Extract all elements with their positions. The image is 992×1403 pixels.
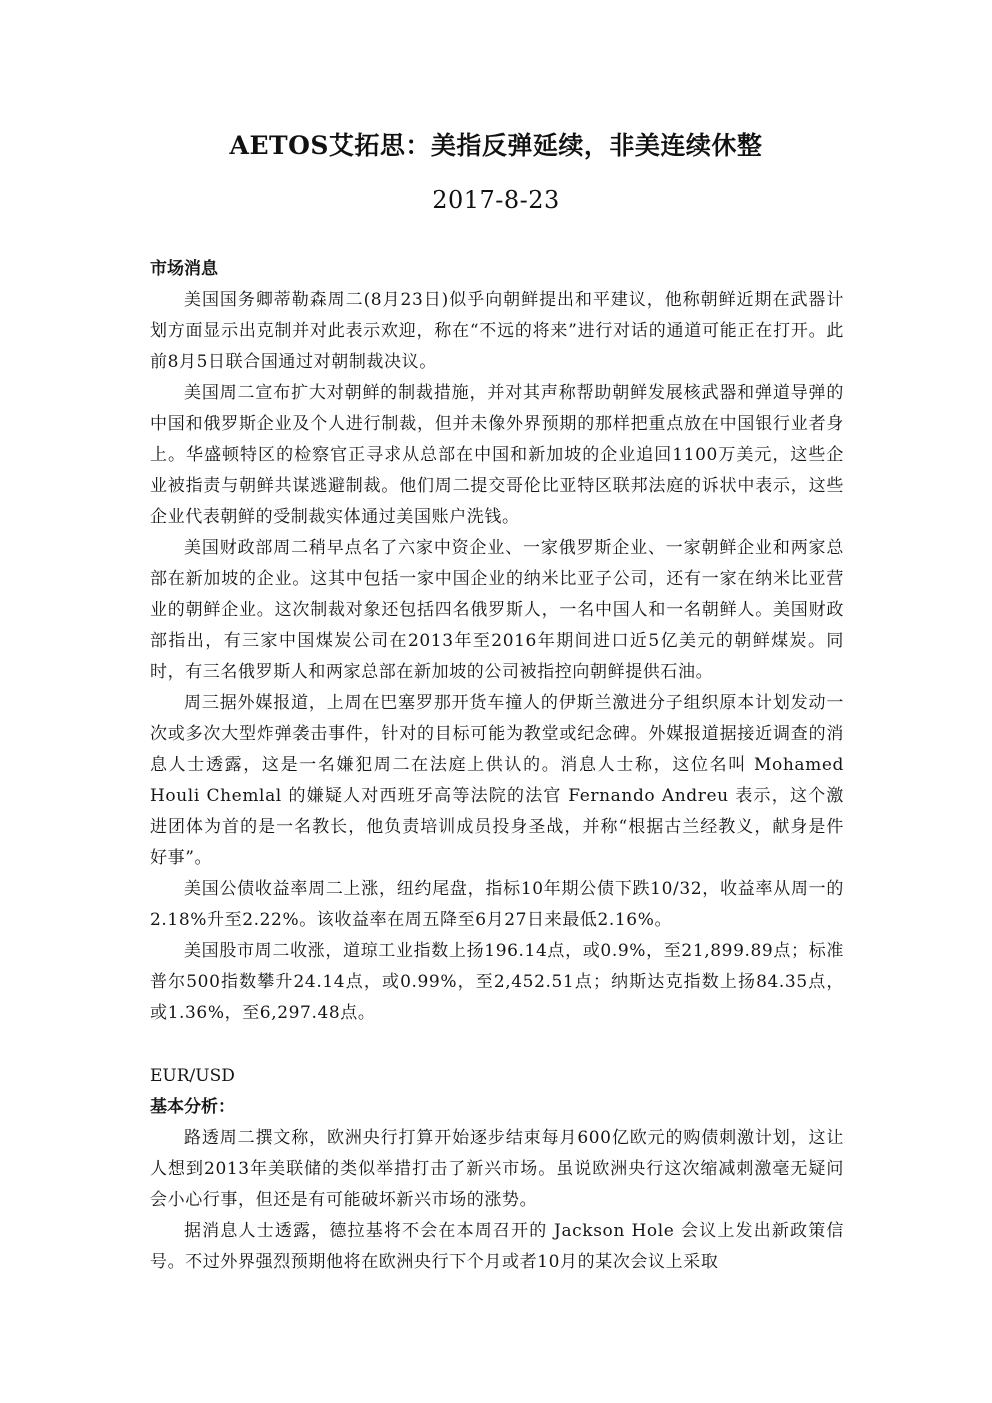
paragraph: 美国财政部周二稍早点名了六家中资企业、一家俄罗斯企业、一家朝鲜企业和两家总部在新加坡的企业。这其中包括一家中国企业的纳米比亚子公司，还有一家在纳米比亚营业的朝鲜企业。这次制裁对象还包括四名俄罗斯人，一名中国人和一名朝鲜人。美国财政部指出，有三家中国煤炭公司在2013年至2016年期间进口近5亿美元的朝鲜煤炭。同时，有三名俄罗斯人和两家总部在新加坡的公司被指控向朝鲜提供石油。 xyxy=(150,538,844,682)
paragraph: 美国公债收益率周二上涨，纽约尾盘，指标10年期公债下跌10/32，收益率从周一的2.18%升至2.22%。该收益率在周五降至6月27日来最低2.16%。 xyxy=(150,879,844,930)
paragraph: 美国股市周二收涨，道琼工业指数上扬196.14点，或0.9%，至21,899.89点；标准普尔500指数攀升24.14点，或0.99%，至2,452.51点；纳斯达克指数上扬84.35点，或1.36%，至6,297.48点。 xyxy=(150,941,844,1023)
section-spacer xyxy=(150,1029,844,1061)
document-body xyxy=(150,254,844,1278)
currency-pair-label: EUR/USD xyxy=(150,1066,235,1086)
paragraph: 据消息人士透露，德拉基将不会在本周召开的 Jackson Hole 会议上发出新政策信号。不过外界强烈预期他将在欧洲央行下个月或者10月的某次会议上采取 xyxy=(150,1221,844,1272)
paragraph: 路透周二撰文称，欧洲央行打算开始逐步结束每月600亿欧元的购债刺激计划，这让人想到2013年美联储的类似举措打击了新兴市场。虽说欧洲央行这次缩减刺激毫无疑问会小心行事，但还是有可能破坏新兴市场的涨势。 xyxy=(150,1128,844,1210)
paragraph: 周三据外媒报道，上周在巴塞罗那开货车撞人的伊斯兰激进分子组织原本计划发动一次或多次大型炸弹袭击事件，针对的目标可能为教堂或纪念碑。外媒报道据接近调查的消息人士透露，这是一名嫌犯周二在法庭上供认的。消息人士称，这位名叫 Mohamed Houli Chemlal 的嫌疑人对西班牙高等法院的法官 Fernando Andreu 表示，这个激进团体为首的是一名教长，他负责培训成员投身圣战，并称“根据古兰经教义，献身是件好事”。 xyxy=(150,693,844,868)
section-heading-market-news: 市场消息 xyxy=(150,259,218,279)
section-heading-fundamental-analysis: 基本分析： xyxy=(150,1097,235,1117)
paragraph: 美国国务卿蒂勒森周二(8月23日)似乎向朝鲜提出和平建议，他称朝鲜近期在武器计划方面显示出克制并对此表示欢迎，称在“不远的将来”进行对话的通道可能正在打开。此前8月5日联合国通过对朝制裁决议。 xyxy=(150,290,844,372)
paragraph: 美国周二宣布扩大对朝鲜的制裁措施，并对其声称帮助朝鲜发展核武器和弹道导弹的中国和俄罗斯企业及个人进行制裁，但并未像外界预期的那样把重点放在中国银行业者身上。华盛顿特区的检察官正寻求从总部在中国和新加坡的企业追回1100万美元，这些企业被指责与朝鲜共谋逃避制裁。他们周二提交哥伦比亚特区联邦法庭的诉状中表示，这些企业代表朝鲜的受制裁实体通过美国账户洗钱。 xyxy=(150,383,844,527)
document-date: 2017-8-23 xyxy=(432,186,560,214)
document-title: AETOS艾拓思：美指反弹延续，非美连续休整 xyxy=(229,131,763,160)
